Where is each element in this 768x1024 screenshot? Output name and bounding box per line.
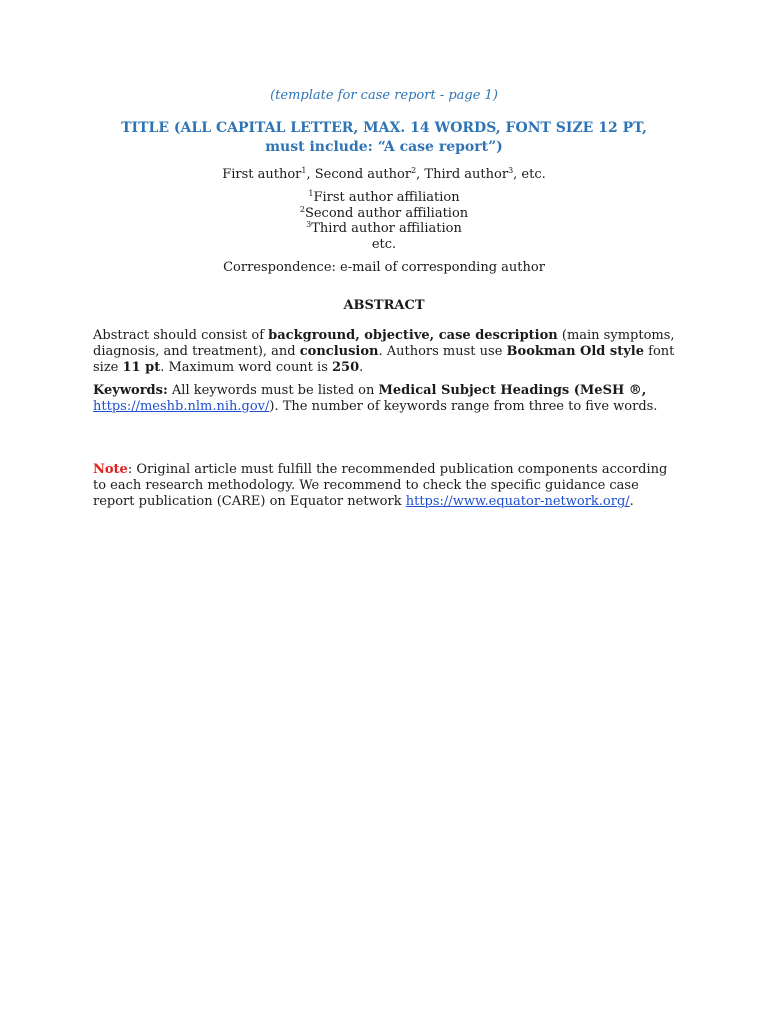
affiliation-sup: 3 <box>306 220 312 229</box>
affiliation-list <box>0 190 768 252</box>
correspondence-line: Correspondence: e-mail of corresponding author <box>223 260 545 275</box>
affiliations-etc: etc. <box>371 236 397 252</box>
text-run: font size <box>93 344 675 375</box>
author-name: Second author <box>314 167 412 182</box>
author-name: Third author <box>424 167 509 182</box>
text-run: . Authors must use <box>378 344 507 359</box>
text-run: ). The number of keywords range from three to five words. <box>269 399 658 414</box>
author-list: First author$^1$, Second author$^2$, Third author$^3$, etc. <box>222 166 546 182</box>
author-sup: 1 <box>301 166 307 175</box>
author-sup: 2 <box>411 166 417 175</box>
text-run: Abstract should consist of <box>93 328 269 343</box>
affiliation-text: First author affiliation <box>313 190 460 205</box>
template-note: (template for case report - page 1) <box>270 88 498 103</box>
abstract-paragraph <box>93 328 683 376</box>
text-run: . Maximum word count is <box>160 360 333 375</box>
keywords-paragraph <box>93 383 683 415</box>
title-line-1: TITLE (ALL CAPITAL LETTER, MAX. 14 WORDS, FONT SIZE 12 PT, <box>121 120 647 136</box>
affiliation-text: Second author affiliation <box>304 205 469 221</box>
affiliation-sup: 2 <box>299 204 305 214</box>
keywords-label: Keywords: <box>93 383 168 398</box>
affiliation-item <box>0 221 768 237</box>
note-paragraph <box>93 462 683 510</box>
document-title <box>100 119 668 157</box>
bold-run: 11 pt <box>122 360 161 375</box>
author-sup: 3 <box>508 166 514 175</box>
note-label: Note <box>93 462 128 477</box>
bold-run: background, objective, case description <box>268 328 558 343</box>
authors-etc: etc. <box>521 167 546 182</box>
text-run: All keywords must be listed on <box>167 383 379 398</box>
text-run: . <box>629 494 634 509</box>
text-run: (main symptoms, diagnosis, and treatment), and <box>93 328 675 359</box>
affiliation-sup: 1 <box>308 189 314 198</box>
bold-run: conclusion <box>299 344 379 359</box>
equator-link[interactable]: https://www.equator-network.org/ <box>405 494 630 509</box>
text-run: : Original article must fulfill the recommended publication components according to each research methodology. We recommend to check the specific guidance case report publication (CARE) on Equator network <box>93 462 668 509</box>
bold-run: 250 <box>332 360 360 375</box>
bold-run: Bookman Old style <box>506 344 645 359</box>
bold-run: Medical Subject Headings (MeSH ®, <box>378 383 647 398</box>
affiliation-text: Third author affiliation <box>311 221 462 236</box>
author-name: First author <box>222 167 302 182</box>
abstract-heading: ABSTRACT <box>343 298 425 313</box>
text-run: . <box>359 360 364 375</box>
mesh-link[interactable]: https://meshb.nlm.nih.gov/ <box>93 399 270 414</box>
title-line-2: must include: “A case report”) <box>265 139 503 155</box>
affiliation-item <box>0 206 768 222</box>
affiliation-item <box>0 190 768 206</box>
